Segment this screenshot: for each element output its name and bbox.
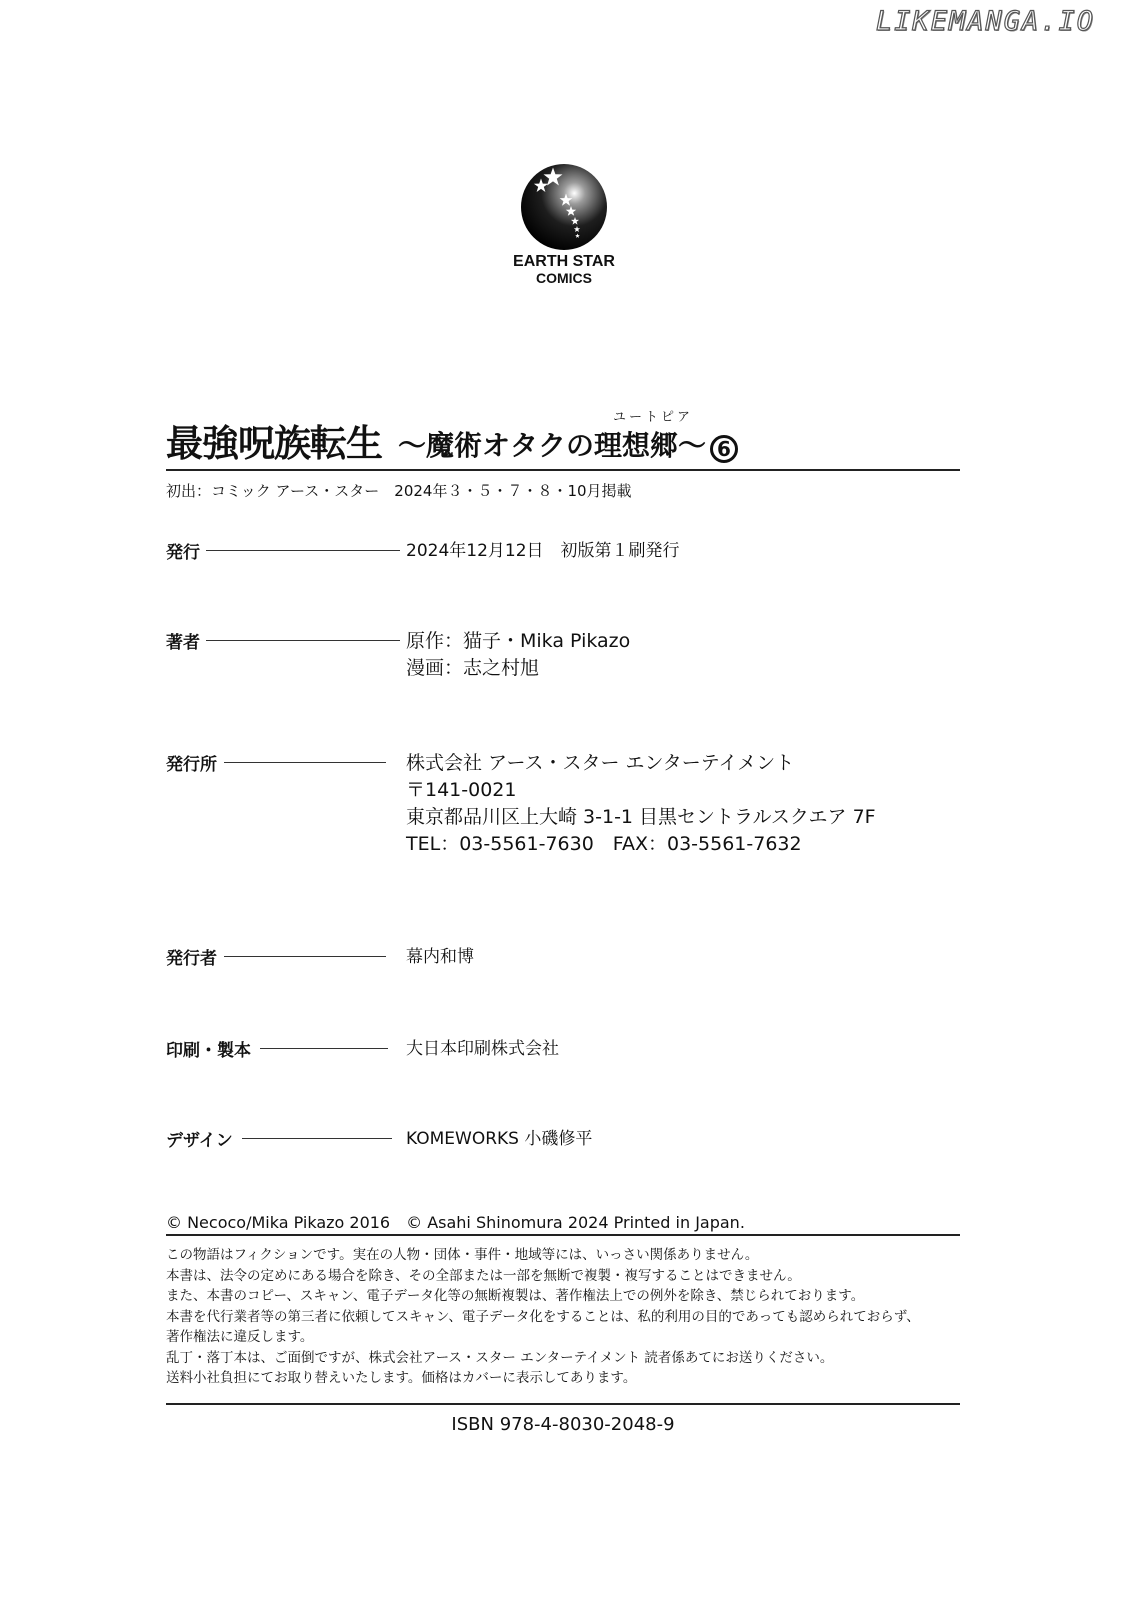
row-value: 原作：猫子・Mika Pikazo: [406, 630, 631, 652]
first-publication: 初出：コミック アース・スター 2024年３・５・７・８・10月掲載: [166, 482, 632, 500]
notice-line: 送料小社負担にてお取り替えいたします。価格はカバーに表示してあります。: [166, 1370, 637, 1386]
notice-line: 著作権法に違反します。: [166, 1329, 314, 1345]
globe-stars-icon: [519, 162, 609, 252]
leader-line: [206, 640, 400, 641]
row-value: KOMEWORKS 小磯修平: [406, 1129, 593, 1149]
row-value: TEL：03-5561-7630 FAX：03-5561-7632: [406, 833, 802, 855]
row-label: 発行者: [166, 949, 217, 969]
row-value: 漫画：志之村旭: [406, 657, 540, 679]
notice-line: 乱丁・落丁本は、ご面倒ですが、株式会社アース・スター エンターテイメント 読者係あてにお送りください。: [166, 1349, 834, 1366]
logo-line2: COMICS: [536, 270, 592, 286]
earth-star-comics-logo: [504, 162, 624, 285]
volume-number: 6: [710, 435, 738, 463]
leader-line: [224, 956, 386, 957]
title-block: [166, 412, 960, 467]
row-label: デザイン: [166, 1131, 233, 1151]
row-value: 幕内和博: [406, 947, 474, 967]
notice-line: 本書を代行業者等の第三者に依頼してスキャン、電子データ化をすることは、私的利用の目的であっても認められておらず、: [166, 1308, 920, 1325]
leader-line: [224, 762, 386, 763]
row-value: 〒141-0021: [406, 779, 517, 801]
book-subtitle: ～魔術オタクの理想郷～: [398, 429, 707, 462]
row-value: 大日本印刷株式会社: [406, 1039, 559, 1059]
notice-line: この物語はフィクションです。実在の人物・団体・事件・地域等には、いっさい関係ありません。: [166, 1247, 759, 1263]
isbn: ISBN 978-4-8030-2048-9: [451, 1414, 675, 1435]
subtitle-ruby: ユートピア: [613, 410, 694, 425]
title-rule: [166, 469, 960, 471]
legal-notices: [166, 1245, 960, 1389]
notice-line: また、本書のコピー、スキャン、電子データ化等の無断複製は、著作権法上での例外を除き、禁じられております。: [166, 1288, 865, 1304]
leader-line: [242, 1138, 392, 1139]
row-label: 著者: [166, 633, 200, 653]
copyright-line: © Necoco/Mika Pikazo 2016 © Asahi Shinomura 2024 Printed in Japan.: [166, 1213, 745, 1232]
row-label: 発行所: [166, 755, 217, 775]
notices-rule: [166, 1403, 960, 1405]
logo-line1: EARTH STAR: [513, 253, 615, 270]
row-label: 印刷・製本: [166, 1041, 251, 1061]
row-value: 株式会社 アース・スター エンターテイメント: [406, 752, 795, 774]
row-value: 東京都品川区上大崎 3-1-1 目黒セントラルスクエア 7F: [406, 806, 876, 828]
book-subtitle-wrap: [398, 410, 707, 467]
leader-line: [206, 550, 400, 551]
leader-line: [260, 1048, 388, 1049]
notice-line: 本書は、法令の定めにある場合を除き、その全部または一部を無断で複製・複写することはできません。: [166, 1267, 801, 1284]
book-title: 最強呪族転生: [166, 422, 382, 465]
row-value: 2024年12月12日 初版第１刷発行: [406, 541, 680, 561]
copyright-rule: [166, 1234, 960, 1236]
row-label: 発行: [166, 543, 200, 563]
watermark-text: LIKEMANGA.IO: [875, 6, 1095, 37]
